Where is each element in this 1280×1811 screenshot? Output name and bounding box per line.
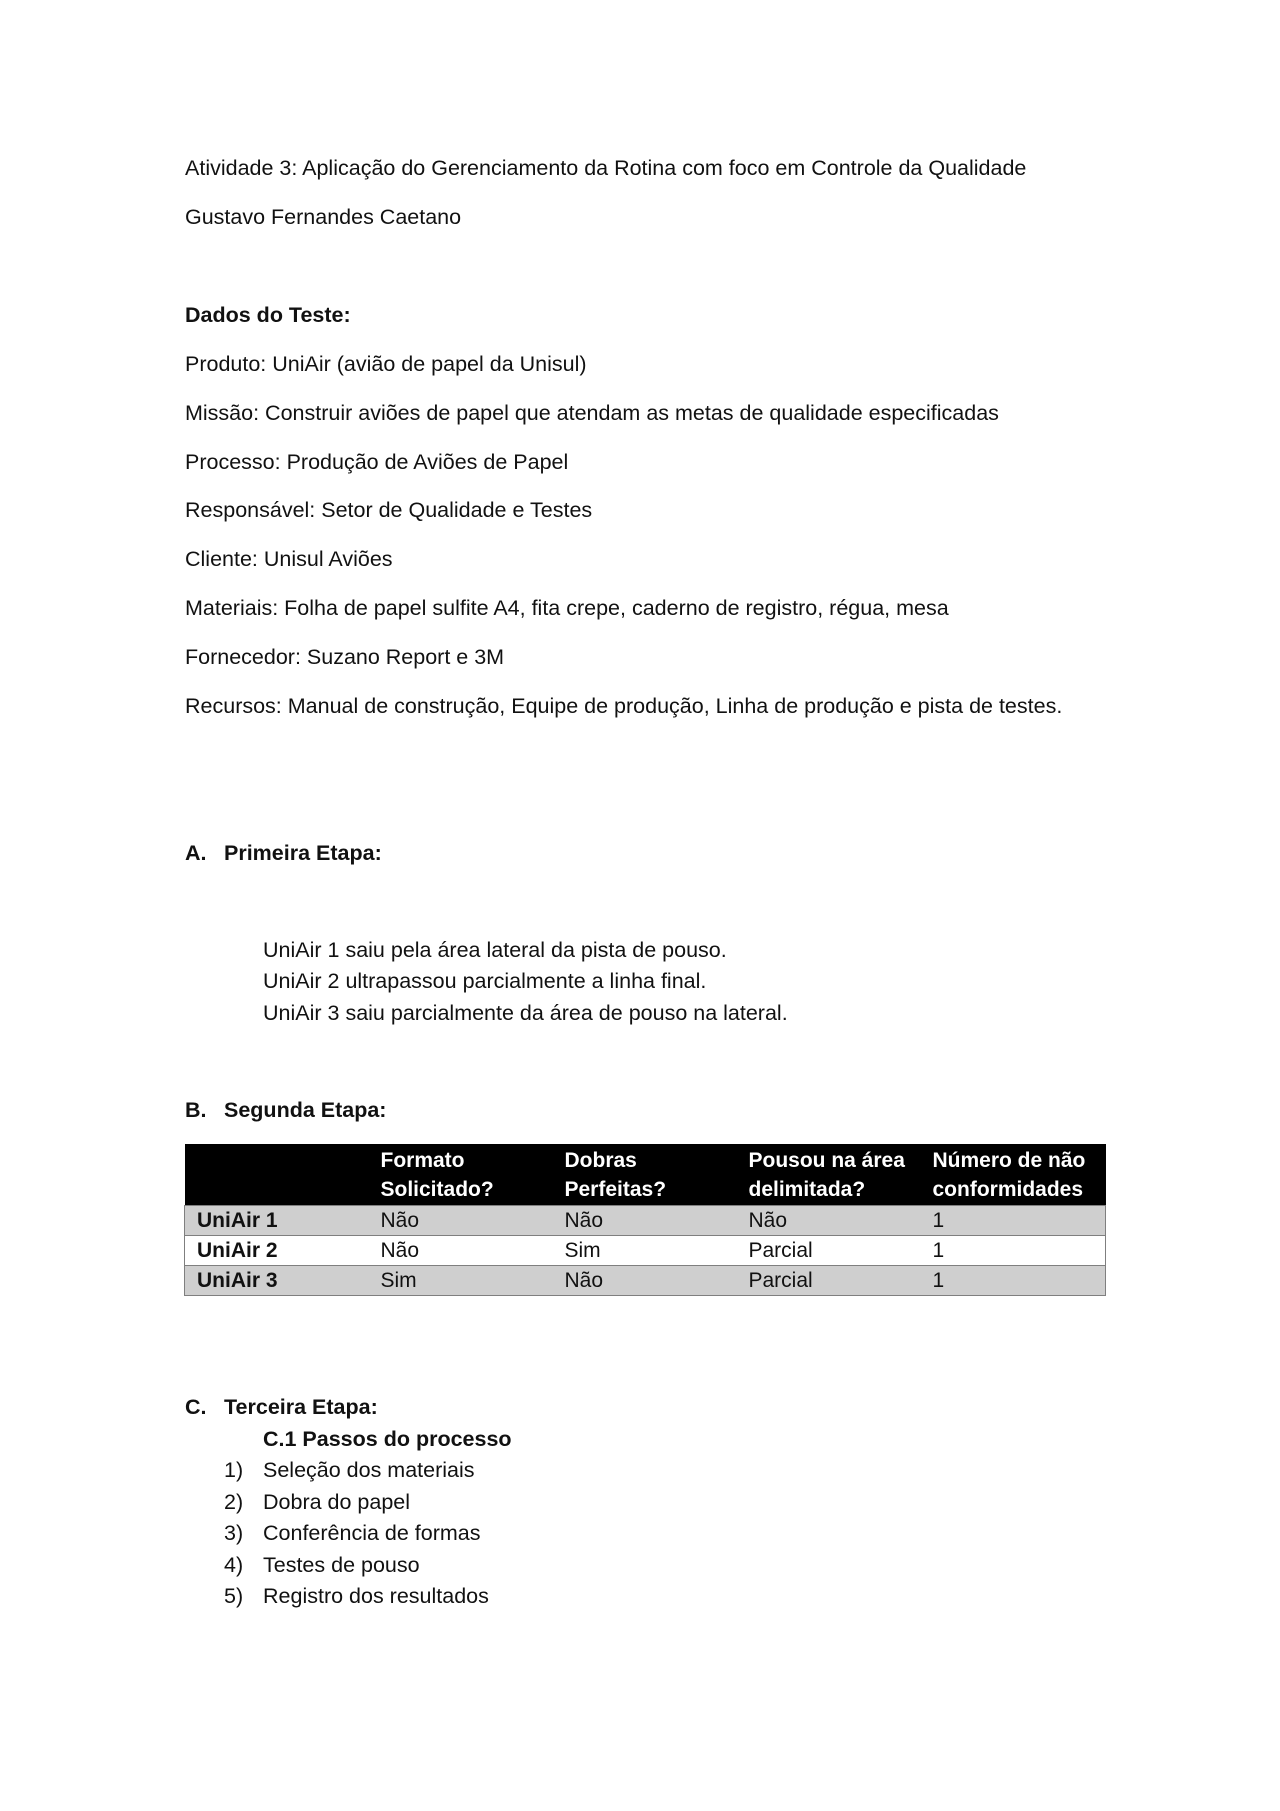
- table-row: [185, 1236, 1106, 1266]
- table-cell: 1: [921, 1206, 1106, 1236]
- section-a-line-2: UniAir 2 ultrapassou parcialmente a linha final.: [263, 969, 707, 993]
- list-text: Testes de pouso: [263, 1553, 420, 1577]
- section-c-subtitle: C.1 Passos do processo: [263, 1427, 512, 1451]
- list-item: [224, 1551, 420, 1579]
- table-cell: Parcial: [737, 1236, 921, 1266]
- materiais-line: Materiais: Folha de papel sulfite A4, fita crepe, caderno de registro, régua, mesa: [185, 596, 949, 620]
- section-b-title: Segunda Etapa:: [224, 1098, 387, 1122]
- list-number: 2): [224, 1490, 244, 1514]
- test-data-heading: Dados do Teste:: [185, 303, 351, 327]
- table-cell: UniAir 2: [185, 1236, 369, 1266]
- section-a-line-3: UniAir 3 saiu parcialmente da área de pouso na lateral.: [263, 1001, 788, 1025]
- list-number: 1): [224, 1458, 244, 1482]
- produto-line: Produto: UniAir (avião de papel da Unisul): [185, 352, 587, 376]
- list-text: Conferência de formas: [263, 1521, 481, 1545]
- section-b-heading: [185, 1096, 386, 1124]
- processo-line: Processo: Produção de Aviões de Papel: [185, 450, 569, 474]
- section-a-line-1: UniAir 1 saiu pela área lateral da pista de pouso.: [263, 938, 727, 962]
- section-a-title: Primeira Etapa:: [224, 841, 382, 865]
- table-cell: Não: [553, 1206, 737, 1236]
- table-row: [185, 1266, 1106, 1296]
- list-number: 4): [224, 1553, 244, 1577]
- section-c-letter: C.: [185, 1395, 207, 1419]
- table-cell: UniAir 1: [185, 1206, 369, 1236]
- table-cell: Parcial: [737, 1266, 921, 1296]
- list-number: 5): [224, 1584, 244, 1608]
- header-line: Pousou na área: [748, 1149, 905, 1172]
- section-a-heading: [185, 839, 382, 867]
- section-b-letter: B.: [185, 1098, 207, 1122]
- cliente-line: Cliente: Unisul Aviões: [185, 547, 393, 571]
- list-number: 3): [224, 1521, 244, 1545]
- table-header-cell: [553, 1144, 737, 1206]
- fornecedor-line: Fornecedor: Suzano Report e 3M: [185, 645, 505, 669]
- table-cell: Sim: [553, 1236, 737, 1266]
- author-name: Gustavo Fernandes Caetano: [185, 205, 462, 229]
- list-text: Registro dos resultados: [263, 1584, 489, 1608]
- table-header-cell: [737, 1144, 921, 1206]
- header-line: Dobras: [564, 1149, 637, 1172]
- list-item: [224, 1456, 475, 1484]
- table-cell: Não: [369, 1206, 553, 1236]
- header-line: Solicitado?: [380, 1178, 494, 1201]
- missao-line: Missão: Construir aviões de papel que atendam as metas de qualidade especificadas: [185, 401, 999, 425]
- header-line: Número de não: [932, 1149, 1086, 1172]
- table-header-row: [185, 1144, 1106, 1206]
- section-c-heading: [185, 1393, 378, 1421]
- table-cell: UniAir 3: [185, 1266, 369, 1296]
- responsavel-line: Responsável: Setor de Qualidade e Testes: [185, 498, 593, 522]
- table-cell: Não: [553, 1266, 737, 1296]
- document-title: Atividade 3: Aplicação do Gerenciamento da Rotina com foco em Controle da Qualidade: [185, 156, 1027, 180]
- table-cell: 1: [921, 1266, 1106, 1296]
- header-line: Formato: [380, 1149, 465, 1172]
- list-item: [224, 1519, 481, 1547]
- list-item: [224, 1582, 489, 1610]
- list-text: Seleção dos materiais: [263, 1458, 475, 1482]
- section-a-letter: A.: [185, 841, 207, 865]
- table-cell: 1: [921, 1236, 1106, 1266]
- table-header-cell: [921, 1144, 1106, 1206]
- header-line: Perfeitas?: [564, 1178, 667, 1201]
- table-cell: Não: [369, 1236, 553, 1266]
- table-cell: Não: [737, 1206, 921, 1236]
- table-cell: Sim: [369, 1266, 553, 1296]
- recursos-line: Recursos: Manual de construção, Equipe de produção, Linha de produção e pista de testes.: [185, 694, 1063, 718]
- list-text: Dobra do papel: [263, 1490, 411, 1514]
- list-item: [224, 1488, 410, 1516]
- results-table: [184, 1144, 1106, 1296]
- section-c-title: Terceira Etapa:: [224, 1395, 378, 1419]
- header-line: delimitada?: [748, 1178, 866, 1201]
- header-line: conformidades: [932, 1178, 1084, 1201]
- table-header-cell: [369, 1144, 553, 1206]
- table-header-cell: [185, 1144, 369, 1206]
- table-row: [185, 1206, 1106, 1236]
